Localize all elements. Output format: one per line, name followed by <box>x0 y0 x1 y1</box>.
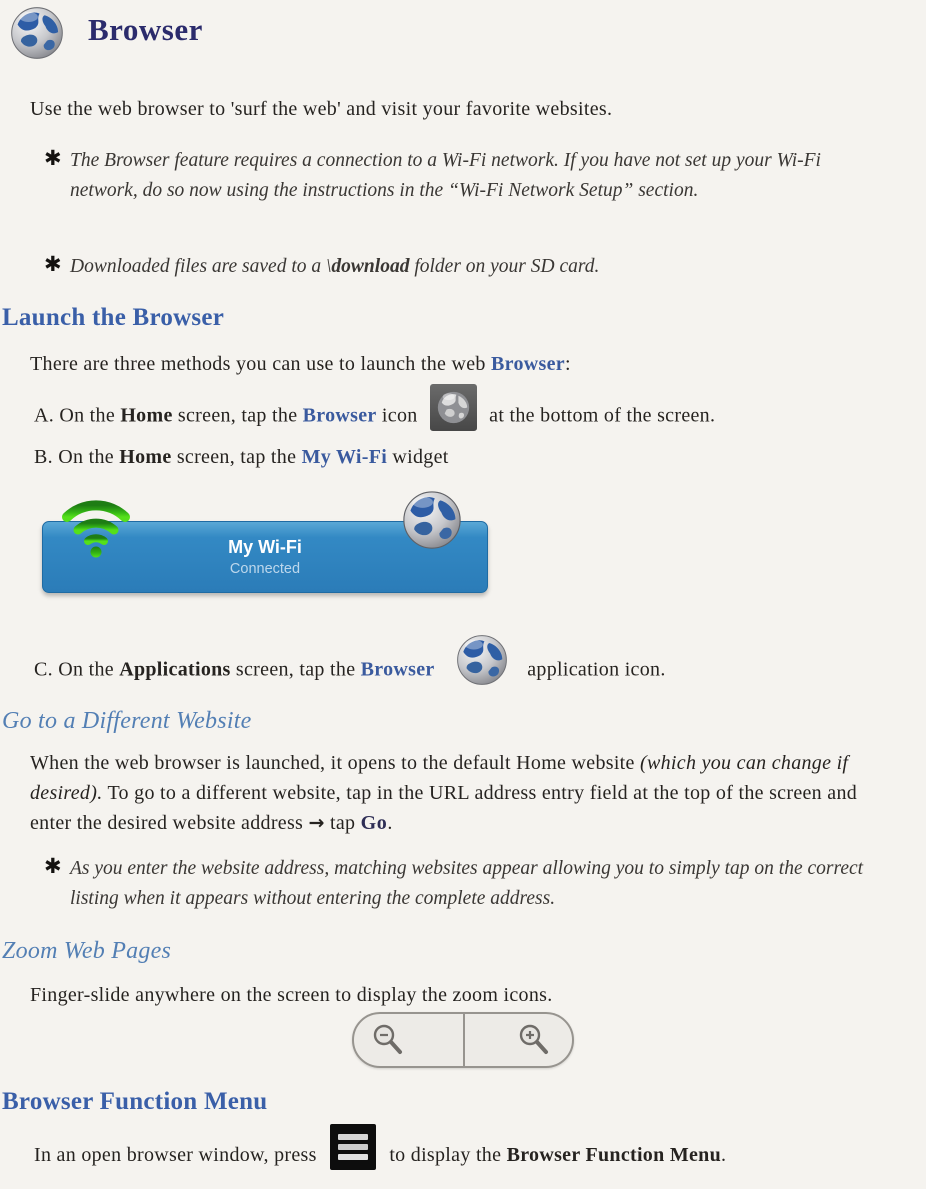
section-heading-goto: Go to a Different Website <box>2 708 252 734</box>
intro-paragraph: Use the web browser to 'surf the web' and visit your favorite websites. <box>30 98 613 120</box>
go-button-word: Go <box>360 812 388 834</box>
globe-icon <box>402 490 462 555</box>
method-a-line: A. On the Home screen, tap the Browser icon at the bottom of the screen. <box>34 384 914 450</box>
asterisk-icon: ✱ <box>44 252 62 276</box>
browser-app-globe-icon <box>456 634 508 708</box>
note-download-folder <box>44 252 874 282</box>
download-folder-name: download <box>331 256 410 277</box>
launch-intro: There are three methods you can use to launch the web Browser: <box>30 353 571 375</box>
zoom-paragraph: Finger-slide anywhere on the screen to display the zoom icons. <box>30 984 553 1006</box>
note-text: Downloaded files are saved to a \download folder on your SD card. <box>70 256 600 277</box>
section-heading-zoom: Zoom Web Pages <box>2 938 172 964</box>
menu-button-icon <box>330 1124 376 1189</box>
page-title: Browser <box>88 12 203 47</box>
browser-word: Browser <box>360 658 435 681</box>
browser-word: Browser <box>302 404 377 427</box>
function-menu-word: Browser Function Menu <box>506 1144 722 1167</box>
zoom-controls <box>352 1012 574 1068</box>
asterisk-icon: ✱ <box>44 146 62 170</box>
note-text: As you enter the website address, matching websites appear allowing you to simply tap on the correct listing when it appears without entering the complete address. <box>70 858 864 910</box>
page-header <box>10 6 203 65</box>
browser-globe-icon <box>10 6 64 65</box>
widget-status: Connected <box>229 561 301 577</box>
note-text: The Browser feature requires a connection to a Wi-Fi network. If you have not set up your Wi-Fi network, do so now using the instructions in the “Wi-Fi Network Setup” section. <box>70 150 821 202</box>
function-menu-line: In an open browser window, press to display the Browser Function Menu. <box>34 1124 914 1189</box>
my-wifi-word: My Wi-Fi <box>301 446 388 468</box>
browser-dock-icon <box>430 384 477 450</box>
my-wifi-widget <box>42 488 486 594</box>
zoom-controls-divider <box>463 1014 465 1066</box>
note-wifi-required <box>44 146 850 206</box>
browser-word: Browser <box>491 353 565 375</box>
widget-label: My Wi-Fi <box>228 537 302 557</box>
asterisk-icon: ✱ <box>44 854 62 878</box>
section-heading-launch: Launch the Browser <box>2 304 225 331</box>
method-b-line: B. On the Home screen, tap the My Wi-Fi widget <box>34 446 449 468</box>
goto-paragraph: When the web browser is launched, it opens to the default Home website (which you can change if desired). To go to a different website, tap in the URL address entry field at the top of the screen and enter the desired website address → tap Go. <box>30 752 858 834</box>
zoom-in-icon <box>516 1022 552 1063</box>
zoom-out-icon <box>370 1022 406 1063</box>
method-c-line: C. On the Applications screen, tap the Browser application icon. <box>34 634 914 708</box>
note-address-matching <box>44 854 878 914</box>
wifi-signal-icon <box>56 488 136 565</box>
parenthetical-note: (which you can change if desired). <box>30 752 849 804</box>
right-arrow-glyph: → <box>308 812 325 834</box>
section-heading-function-menu: Browser Function Menu <box>2 1088 268 1115</box>
